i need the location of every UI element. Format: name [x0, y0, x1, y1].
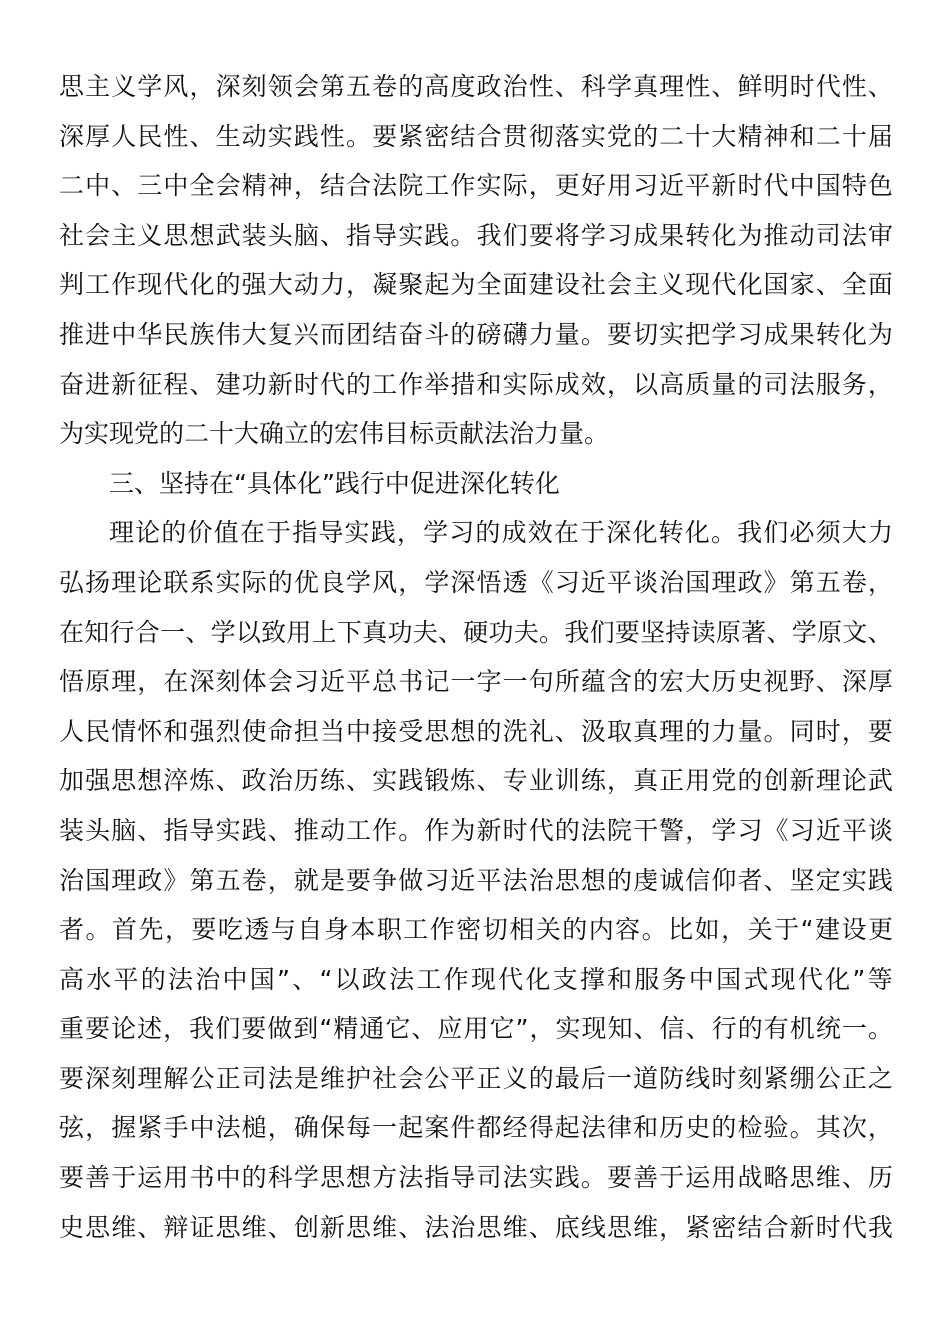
text-line: 深 厚 人 民 性 、 生 动 实 践 性 。 要 紧 密 结 合 贯 彻 落 实 党 的 二 十 大 精 神 和 二 十 届 [59, 121, 893, 151]
text-line: 推 进 中 华 民 族 伟 大 复 兴 而 团 结 奋 斗 的 磅 礴 力 量 。 要 切 实 把 学 习 成 果 转 化 为 [59, 319, 893, 349]
text-line: 二 中 、 三 中 全 会 精 神 ， 结 合 法 院 工 作 实 际 ， 更 好 用 习 近 平 新 时 代 中 国 特 色 [59, 171, 893, 201]
text-line: 加 强 思 想 淬 炼 、 政 治 历 练 、 实 践 锻 炼 、 专 业 训 练 ， 真 正 用 党 的 创 新 理 论 武 [59, 766, 893, 796]
text-line: 要 善 于 运 用 书 中 的 科 学 思 想 方 法 指 导 司 法 实 践 。 要 善 于 运 用 战 略 思 维 、 历 [59, 1163, 893, 1193]
text-line: 判 工 作 现 代 化 的 强 大 动 力 ， 凝 聚 起 为 全 面 建 设 社 会 主 义 现 代 化 国 家 、 全 面 [59, 270, 893, 300]
text-line: 弦 ， 握 紧 手 中 法 槌 ， 确 保 每 一 起 案 件 都 经 得 起 法 律 和 历 史 的 检 验 。 其 次 ， [59, 1113, 893, 1143]
text-line: 奋 进 新 征 程 、 建 功 新 时 代 的 工 作 举 措 和 实 际 成 效 ， 以 高 质 量 的 司 法 服 务 ， [59, 369, 893, 399]
text-line: 人 民 情 怀 和 强 烈 使 命 担 当 中 接 受 思 想 的 洗 礼 、 汲 取 真 理 的 力 量 。 同 时 ， 要 [59, 716, 893, 746]
text-line: 高 水 平 的 法 治 中 国 ” 、 “ 以 政 法 工 作 现 代 化 支 撑 和 服 务 中 国 式 现 代 化 ” 等 [59, 964, 893, 994]
text-line: 思 主 义 学 风 ， 深 刻 领 会 第 五 卷 的 高 度 政 治 性 、 科 学 真 理 性 、 鲜 明 时 代 性 、 [59, 72, 893, 101]
text-line: 悟 原 理 ， 在 深 刻 体 会 习 近 平 总 书 记 一 字 一 句 所 蕴 含 的 宏 大 历 史 视 野 、 深 厚 [59, 667, 893, 697]
text-line: 弘 扬 理 论 联 系 实 际 的 优 良 学 风 ， 学 深 悟 透 《 习 近 平 谈 治 国 理 政 》 第 五 卷 ， [59, 567, 893, 597]
text-line: 为实现党的二十大确立的宏伟目标贡献法治力量。 [59, 419, 610, 449]
body-text [59, 62, 893, 1252]
text-line: 治 国 理 政 》 第 五 卷 ， 就 是 要 争 做 习 近 平 法 治 思 想 的 虔 诚 信 仰 者 、 坚 定 实 践 [59, 865, 893, 895]
text-line: 史 思 维 、 辩 证 思 维 、 创 新 思 维 、 法 治 思 维 、 底 线 思 维 ， 紧 密 结 合 新 时 代 我 [59, 1212, 893, 1242]
text-line: 理 论 的 价 值 在 于 指 导 实 践 ， 学 习 的 成 效 在 于 深 化 转 化 。 我 们 必 须 大 力 [109, 518, 893, 548]
text-line: 在 知 行 合 一 、 学 以 致 用 上 下 真 功 夫 、 硬 功 夫 。 我 们 要 坚 持 读 原 著 、 学 原 文 、 [59, 617, 893, 647]
text-line: 重 要 论 述 ， 我 们 要 做 到 “ 精 通 它 、 应 用 它 ” ， 实 现 知 、 信 、 行 的 有 机 统 一 。 [59, 1014, 893, 1044]
text-line: 要 深 刻 理 解 公 正 司 法 是 维 护 社 会 公 平 正 义 的 最 后 一 道 防 线 时 刻 紧 绷 公 正 之 [59, 1063, 893, 1093]
text-line: 者 。 首 先 ， 要 吃 透 与 自 身 本 职 工 作 密 切 相 关 的 内 容 。 比 如 ， 关 于 “ 建 设 更 [59, 915, 893, 945]
text-line: 装 头 脑 、 指 导 实 践 、 推 动 工 作 。 作 为 新 时 代 的 法 院 干 警 ， 学 习 《 习 近 平 谈 [59, 815, 893, 845]
text-line: 社 会 主 义 思 想 武 装 头 脑 、 指 导 实 践 。 我 们 要 将 学 习 成 果 转 化 为 推 动 司 法 审 [59, 220, 893, 250]
section-heading: 三、坚持在“具体化”践行中促进深化转化 [109, 468, 560, 498]
